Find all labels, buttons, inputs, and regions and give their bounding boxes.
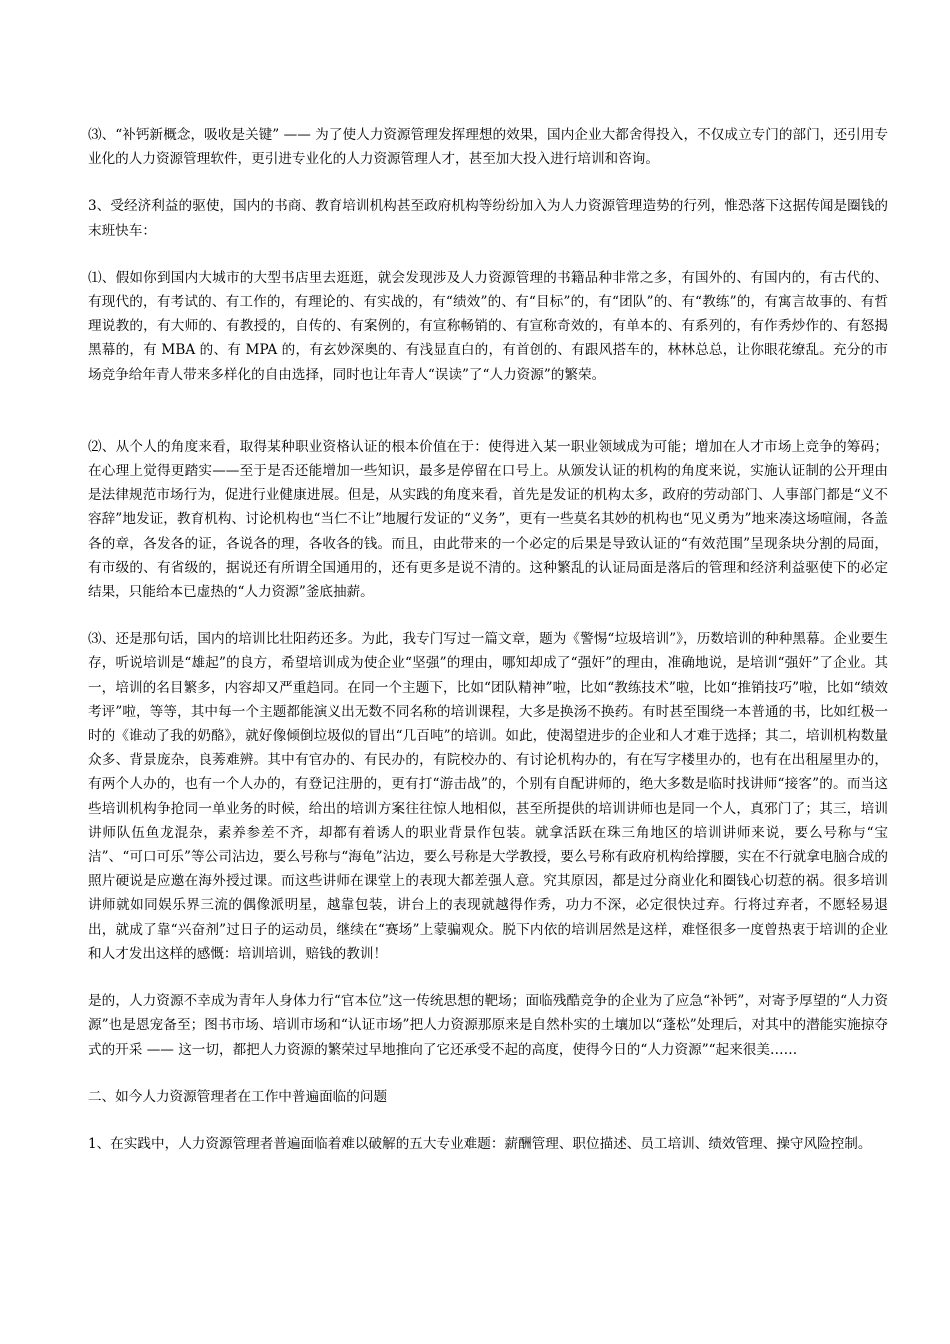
document-page [88,123,888,1156]
paragraph-certification: ⑵、从个人的角度来看，取得某种职业资格认证的根本价值在于：使得进入某一职业领域成为可能；增加在人才市场上竞争的筹码；在心理上觉得更踏实——至于是否还能增加一些知识，最多是停留在口号上。从颁发认证的机构的角度来说，实施认证制的公开理由是法律规范市场行为，促进行业健康进展。但是，从实践的角度来看，首先是发证的机构太多，政府的劳动部门、人事部门都是“义不容辞”地发证，教育机构、讨论机构也“当仁不让”地履行发证的“义务”，更有一些莫名其妙的机构也“见义勇为”地来凑这场喧闹，各盖各的章，各发各的证，各说各的理，各收各的钱。而且，由此带来的一个必定的后果是导致认证的“有效范围”呈现条块分割的局面，有市级的、有省级的，据说还有所谓全国通用的，还有更多是说不清的。这种繁乱的认证局面是落后的管理和经济利益驱使下的必定结果，只能给本已虚热的“人力资源”釜底抽薪。 [88,438,888,601]
paragraph-five-problems: 1、在实践中，人力资源管理者普遍面临着难以破解的五大专业难题：薪酬管理、职位描述、员工培训、绩效管理、操守风险控制。 [88,1135,872,1152]
paragraph-economic-interest: 3、受经济利益的驱使，国内的书商、教育培训机构甚至政府机构等纷纷加入为人力资源管理造势的行列，惟恐落下这据传闻是圈钱的末班快车： [88,198,888,239]
paragraph-training: ⑶、还是那句话，国内的培训比壮阳药还多。为此，我专门写过一篇文章，题为《警惕“垃圾培训”》，历数培训的种种黑幕。企业要生存，听说培训是“雄起”的良方，希望培训成为使企业“坚强”的理由，哪知却成了“强奸”的理由，准确地说，是培训“强奸”了企业。其一，培训的名目繁多，内容却又严重趋同。在同一个主题下，比如“团队精神”啦，比如“教练技术”啦，比如“推销技巧”啦，比如“绩效考评”啦，等等，其中每一个主题都能演义出无数不同名称的培训课程，大多是换汤不换药。有时甚至围绕一本普通的书，比如红极一时的《谁动了我的奶酪》，就好像倾倒垃圾似的冒出“几百吨”的培训。如此，使渴望进步的企业和人才难于选择；其二，培训机构数量众多、背景庞杂，良莠难辨。其中有官办的、有民办的，有院校办的、有讨论机构办的，有在写字楼里办的，也有在出租屋里办的，有两个人办的，也有一个人办的，有登记注册的，更有打“游击战”的，个别有自配讲师的，绝大多数是临时找讲师“接客”的。而当这些培训机构争抢同一单业务的时候，给出的培训方案往往惊人地相似，甚至所提供的培训讲师也是同一个人，真邪门了；其三，培训讲师队伍鱼龙混杂，素养参差不齐，却都有着诱人的职业背景作包装。就拿活跃在珠三角地区的培训讲师来说，要么号称与“宝洁”、“可口可乐”等公司沾边，要么号称与“海龟”沾边，要么号称是大学教授，要么号称有政府机构给撑腰，实在不行就拿电脑合成的照片硬说是应邀在海外授过课。而这些讲师在课堂上的表现大都差强人意。究其原因，都是过分商业化和圈钱心切惹的祸。很多培训讲师就如同娱乐界三流的偶像派明星，越靠包装，讲台上的表现就越得作秀，功力不深，必定很快过弃。行将过弃者，不愿轻易退出，就成了靠“兴奋剂”过日子的运动员，继续在“赛场”上蒙骗观众。脱下内依的培训居然是这样，难怪很多一度曾热衷于培训的企业和人才发出这样的感慨：培训培训，赔钱的教训！ [88,631,888,962]
paragraph-summary: 是的，人力资源不幸成为青年人身体力行“官本位”这一传统思想的靶场；面临残酷竞争的企业为了应急“补钙”，对寄予厚望的“人力资源”也是恩宠备至；图书市场、培训市场和“认证市场”把人力资源那原来是自然朴实的土壤加以“蓬松”处理后，对其中的潜能实施掠夺式的开采 —— 这一切，都把人力资源的繁荣过早地推向了它还承受不起的高度，使得今日的“人力资源”“起来很美…… [88,993,888,1058]
paragraph-supplement-calcium: ⑶、“补钙新概念，吸收是关键” —— 为了使人力资源管理发挥理想的效果，国内企业大都舍得投入，不仅成立专门的部门，还引用专业化的人力资源管理软件，更引进专业化的人力资源管理人才，甚至加大投入进行培训和咨询。 [88,127,888,168]
section-heading-two: 二、如今人力资源管理者在工作中普遍面临的问题 [88,1088,388,1105]
paragraph-bookstores: ⑴、假如你到国内大城市的大型书店里去逛逛，就会发现涉及人力资源管理的书籍品种非常之多，有国外的、有国内的，有古代的、有现代的，有考试的、有工作的，有理论的、有实战的，有“绩效”的、有“目标”的，有“团队”的、有“教练”的，有寓言故事的、有哲理说教的，有大师的、有教授的，自传的、有案例的，有宣称畅销的、有宣称奇效的，有单本的、有系列的，有作秀炒作的、有怒揭黑幕的，有 MBA 的、有 MPA 的，有玄妙深奥的、有浅显直白的，有首创的、有跟风搭车的，林林总总，让你眼花缭乱。充分的市场竞争给年青人带来多样化的自由选择，同时也让年青人“误读”了“人力资源”的繁荣。 [88,269,888,383]
